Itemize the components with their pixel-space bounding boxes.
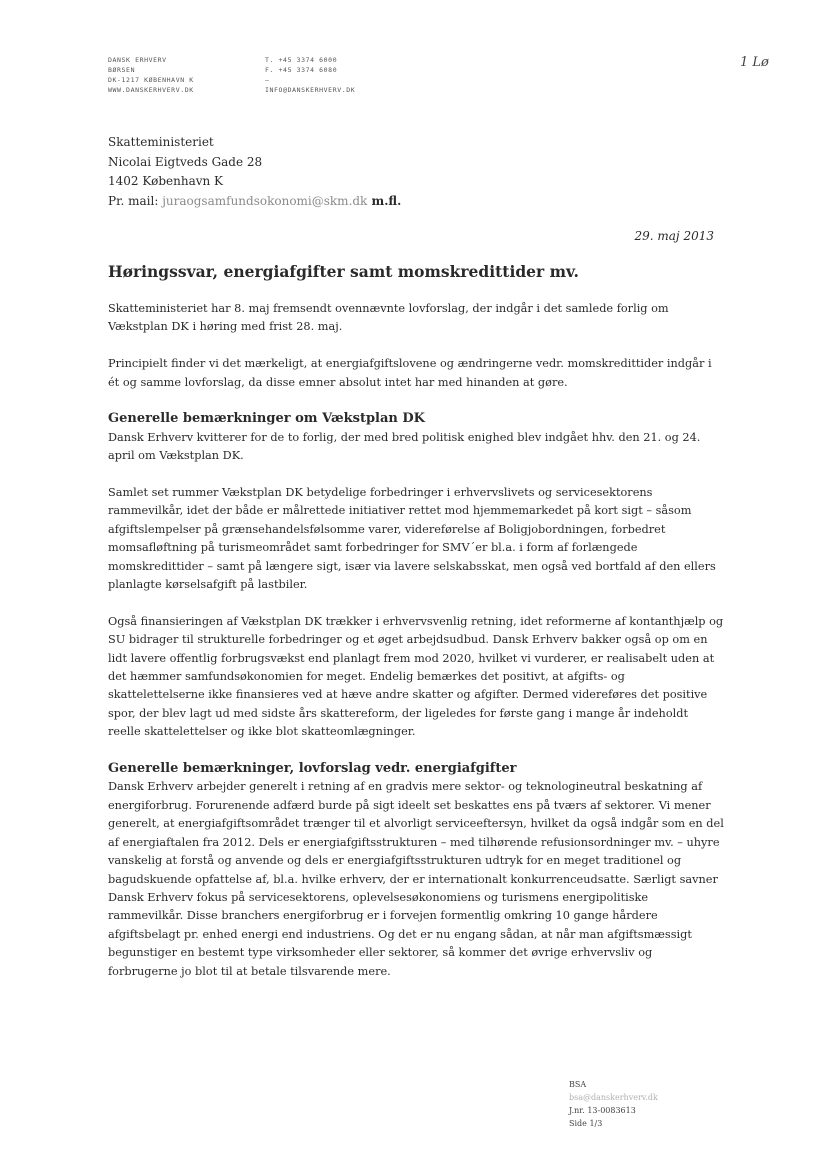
footer-page-number: Side 1/3 [569, 1119, 603, 1128]
letterhead-line: DK-1217 KØBENHAVN K [108, 76, 194, 84]
recipient-block [108, 133, 401, 211]
mail-suffix: m.fl. [367, 193, 402, 208]
recipient-street: Nicolai Eigtveds Gade 28 [108, 154, 263, 169]
recipient-name: Skatteministeriet [108, 135, 214, 149]
letterhead-phone: T. +45 3374 6000 [265, 56, 338, 64]
letter-title: Høringssvar, energiafgifter samt momskredittider mv. [108, 262, 579, 281]
recipient-city: 1402 København K [108, 174, 224, 188]
letterhead-line: WWW.DANSKERHVERV.DK [108, 86, 194, 94]
letterhead-email: INFO@DANSKERHVERV.DK [265, 86, 356, 94]
letterhead-line: DANSK ERHVERV [108, 56, 167, 64]
letterhead-contact [265, 55, 355, 95]
letterhead-fax: F. +45 3374 6080 [265, 66, 338, 74]
recipient-mail-line [108, 192, 401, 212]
mail-prefix: Pr. mail: [108, 193, 163, 208]
section-heading: Generelle bemærkninger, lovforslag vedr. energiafgifter [108, 761, 517, 777]
section-heading: Generelle bemærkninger om Vækstplan DK [108, 411, 425, 427]
paragraph: Skatteministeriet har 8. maj fremsendt ovennævnte lovforslag, der indgår i det samlede forlig om Vækstplan DK i høring med frist 28. maj. [108, 302, 669, 334]
mail-address[interactable]: juraogsamfundsokonomi@skm.dk [162, 193, 368, 208]
page-footer [569, 1078, 658, 1130]
footer-journal-number: J.nr. 13-0083613 [569, 1106, 636, 1115]
paragraph: Dansk Erhverv kvitterer for de to forlig, der med bred politisk enighed blev indgået hhv. den 21. og 24. april om Vækstplan DK. [108, 430, 701, 463]
footer-email[interactable]: bsa@danskerhverv.dk [569, 1093, 658, 1102]
footer-initials: BSA [569, 1080, 587, 1089]
paragraph: Principielt finder vi det mærkeligt, at energiafgiftslovene og ændringerne vedr. momskredittider indgår i ét og samme lovforslag, da disse emner absolut intet har med hinanden at gøre. [108, 357, 712, 389]
letterhead-address [108, 55, 194, 95]
handwritten-note: 1 Lø [740, 55, 769, 70]
letterhead-dash: – [265, 76, 270, 84]
paragraph: Samlet set rummer Vækstplan DK betydelige forbedringer i erhvervslivets og servicesektorens rammevilkår, idet der både er målrettede initiativer rettet mod hjemmemarkedet på kort sigt – såsom afgiftslempelser på grænsehandelsfølsomme varer, videreførelse af Boligjobordningen, forbedret momsafløftning på turismeområdet samt forbedringer for SMV´er bl.a. i form af forlængede momskredittider – samt på længere sigt, især via lavere selskabsskat, men også ved bortfald af den ellers planlagte kørselsafgift på lastbiler. [108, 486, 716, 592]
paragraph: Dansk Erhverv arbejder generelt i retning af en gradvis mere sektor- og teknologineutral beskatning af energiforbrug. Forurenende adfærd burde på sigt ideelt set beskattes ens på tværs af sektorer. Vi mener generelt, at energiafgiftsområdet trænger til et alvorligt serviceeftersyn, hvilket da også indgår som en del af energiaftalen fra 2012. Dels er energiafgiftsstrukturen – med tilhørende refusionsordninger mv. – uhyre vanskelig at forstå og anvende og dels er energiafgiftsstrukturen udtryk for en meget traditionel og bagudskuende opfattelse af, bl.a. hvilke erhverv, der er internationalt konkurrenceudsatte. Særligt savner Dansk Erhverv fokus på servicesektorens, oplevelsesøkonomiens og turismens energipolitiske rammevilkår. Disse branchers energiforbrug er i forvejen formentlig omkring 10 gange hårdere afgiftsbelagt pr. enhed energi end industriens. Og det er nu engang sådan, at når man afgiftsmæssigt begunstiger en bestemt type virksomheder eller sektorer, så kommer det øvrige erhvervsliv og forbrugerne jo blot til at betale tilsvarende mere. [108, 780, 724, 978]
letterhead-line: BØRSEN [108, 66, 136, 74]
letter-date: 29. maj 2013 [634, 229, 714, 243]
paragraph: Også finansieringen af Vækstplan DK trækker i erhvervsvenlig retning, idet reformerne af kontanthjælp og SU bidrager til strukturelle forbedringer og et øget arbejdsudbud. Dansk Erhverv bakker også op om en lidt lavere offentlig forbrugsvækst end planlagt frem mod 2020, hvilket vi vurderer, er realisabelt uden at det hæmmer samfundsøkonomien for meget. Endelig bemærkes det positivt, at afgifts- og skattelettelserne ikke finansieres ved at hæve andre skatter og afgifter. Dermed videreføres det positive spor, der blev lagt ud med sidste års skattereform, der ligeledes for første gang i mange år indeholdt reelle skattelettelser og ikke blot skatteomlægninger. [108, 614, 724, 739]
letter-body [108, 300, 724, 999]
